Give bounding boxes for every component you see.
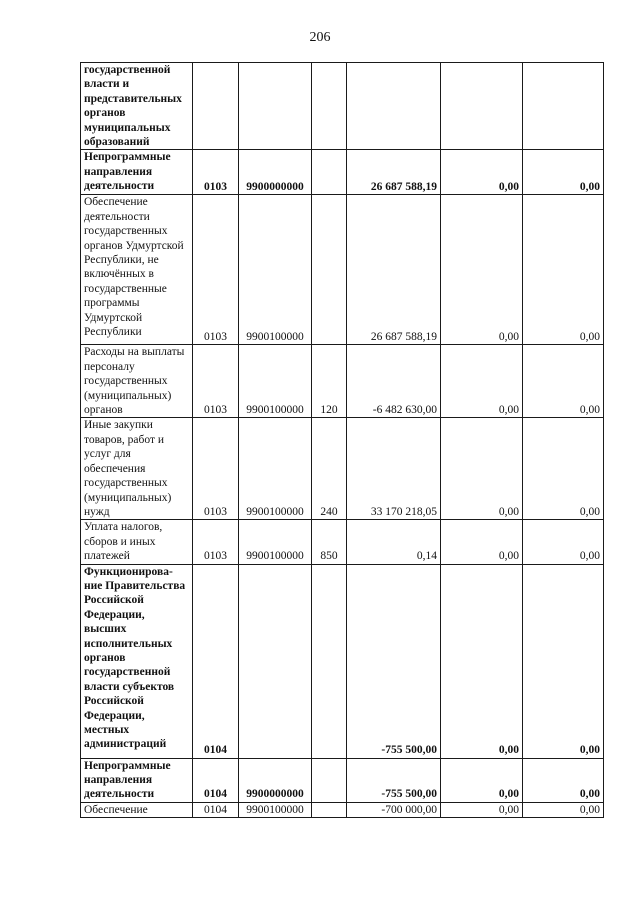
target-article-cell: 9900100000 [239, 345, 312, 418]
section-code-cell: 0103 [193, 345, 239, 418]
expense-kind-cell: 850 [312, 520, 347, 564]
table-row [81, 564, 604, 758]
amount-3-cell: 0,00 [523, 418, 604, 520]
row-name-cell: Обеспечение [81, 802, 193, 817]
row-name-cell: Обеспечение деятельности государственных органов Удмуртской Республики, не включённых в государственные программы Удмуртской Республики [81, 195, 193, 345]
section-code-cell: 0103 [193, 520, 239, 564]
amount-1-cell: 26 687 588,19 [347, 150, 441, 195]
section-code-cell [193, 63, 239, 150]
target-article-cell: 9900100000 [239, 520, 312, 564]
row-name-cell: Уплата налогов, сборов и иных платежей [81, 520, 193, 564]
amount-2-cell: 0,00 [441, 418, 523, 520]
row-name-cell: Функционирова- ние Правительства Российской Федерации, высших исполнительных органов государственной власти субъектов Российской Федерации, местных администраций [81, 564, 193, 758]
target-article-cell: 9900000000 [239, 758, 312, 802]
section-code-cell: 0103 [193, 418, 239, 520]
table-row [81, 345, 604, 418]
expense-kind-cell: 240 [312, 418, 347, 520]
amount-1-cell: -700 000,00 [347, 802, 441, 817]
amount-1-cell: 26 687 588,19 [347, 195, 441, 345]
amount-2-cell: 0,00 [441, 520, 523, 564]
table-row [81, 802, 604, 817]
amount-2-cell: 0,00 [441, 564, 523, 758]
amount-2-cell [441, 63, 523, 150]
row-name-cell: Непрограммные направления деятельности [81, 150, 193, 195]
amount-3-cell: 0,00 [523, 150, 604, 195]
amount-2-cell: 0,00 [441, 758, 523, 802]
amount-1-cell: 33 170 218,05 [347, 418, 441, 520]
amount-1-cell: -6 482 630,00 [347, 345, 441, 418]
target-article-cell: 9900000000 [239, 150, 312, 195]
section-code-cell: 0103 [193, 195, 239, 345]
amount-3-cell: 0,00 [523, 802, 604, 817]
amount-1-cell: 0,14 [347, 520, 441, 564]
table-row [81, 520, 604, 564]
table-row [81, 758, 604, 802]
target-article-cell [239, 564, 312, 758]
table-row [81, 150, 604, 195]
target-article-cell [239, 63, 312, 150]
amount-3-cell: 0,00 [523, 758, 604, 802]
amount-1-cell [347, 63, 441, 150]
amount-1-cell: -755 500,00 [347, 564, 441, 758]
expense-kind-cell [312, 63, 347, 150]
target-article-cell: 9900100000 [239, 802, 312, 817]
section-code-cell: 0104 [193, 564, 239, 758]
amount-2-cell: 0,00 [441, 150, 523, 195]
row-name-cell: Расходы на выплаты персоналу государственных (муниципальных) органов [81, 345, 193, 418]
target-article-cell: 9900100000 [239, 195, 312, 345]
budget-table [80, 62, 604, 818]
section-code-cell: 0104 [193, 802, 239, 817]
expense-kind-cell [312, 758, 347, 802]
amount-1-cell: -755 500,00 [347, 758, 441, 802]
amount-2-cell: 0,00 [441, 802, 523, 817]
expense-kind-cell [312, 195, 347, 345]
expense-kind-cell [312, 802, 347, 817]
amount-3-cell [523, 63, 604, 150]
row-name-cell: государственной власти и представительных органов муниципальных образований [81, 63, 193, 150]
table-row [81, 63, 604, 150]
table-row [81, 195, 604, 345]
section-code-cell: 0104 [193, 758, 239, 802]
row-name-cell: Иные закупки товаров, работ и услуг для обеспечения государственных (муниципальных) нужд [81, 418, 193, 520]
expense-kind-cell: 120 [312, 345, 347, 418]
row-name-cell: Непрограммные направления деятельности [81, 758, 193, 802]
amount-3-cell: 0,00 [523, 195, 604, 345]
expense-kind-cell [312, 150, 347, 195]
amount-3-cell: 0,00 [523, 520, 604, 564]
target-article-cell: 9900100000 [239, 418, 312, 520]
section-code-cell: 0103 [193, 150, 239, 195]
amount-3-cell: 0,00 [523, 564, 604, 758]
page-number: 206 [309, 30, 331, 45]
expense-kind-cell [312, 564, 347, 758]
amount-3-cell: 0,00 [523, 345, 604, 418]
table-row [81, 418, 604, 520]
amount-2-cell: 0,00 [441, 345, 523, 418]
amount-2-cell: 0,00 [441, 195, 523, 345]
